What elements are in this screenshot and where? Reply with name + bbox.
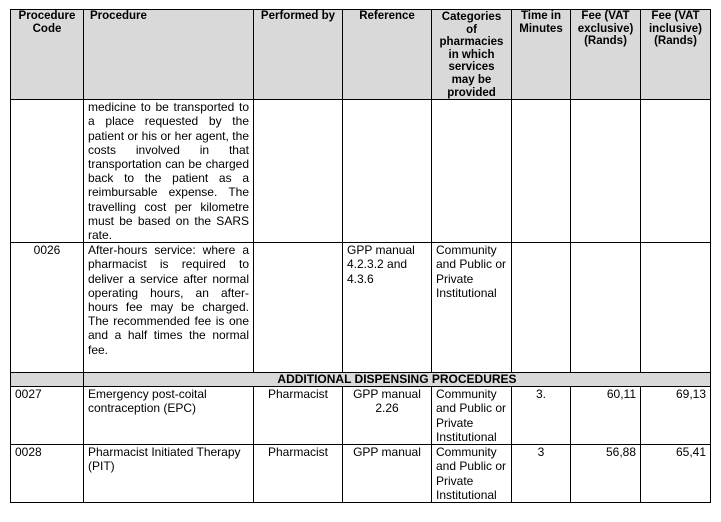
header-row (11, 10, 711, 100)
header-procedure: Procedure (84, 10, 254, 100)
header-reference: Reference (343, 10, 432, 100)
cell-reference: GPP manual (343, 445, 432, 503)
section-header-row (11, 373, 711, 387)
header-performed-by: Performed by (254, 10, 343, 100)
table-row (11, 445, 711, 503)
section-stub-cell (11, 373, 84, 387)
cell-fee-excl (571, 243, 641, 373)
cell-procedure: Emergency post-coital contraception (EPC) (84, 387, 254, 445)
cell-procedure: After-hours service: where a pharmacist is required to deliver a service after normal operating hours, an after-hours fee may be charged. The recommended fee is one and a half times the normal fee. (84, 243, 254, 373)
cell-performed-by: Pharmacist (254, 445, 343, 503)
cell-reference (343, 100, 432, 243)
cell-code: 0026 (11, 243, 84, 373)
cell-fee-incl (641, 100, 711, 243)
cell-code (11, 100, 84, 243)
cell-time (512, 100, 571, 243)
cell-reference: GPP manual 4.2.3.2 and 4.3.6 (343, 243, 432, 373)
section-title: ADDITIONAL DISPENSING PROCEDURES (84, 373, 711, 387)
cell-code: 0027 (11, 387, 84, 445)
cell-procedure: Pharmacist Initiated Therapy (PIT) (84, 445, 254, 503)
cell-fee-excl: 60,11 (571, 387, 641, 445)
cell-fee-excl (571, 100, 641, 243)
cell-time: 3. (512, 387, 571, 445)
cell-time: 3 (512, 445, 571, 503)
cell-code: 0028 (11, 445, 84, 503)
cell-procedure: medicine to be transported to a place requested by the patient or his or her agent, the costs involved in that transportation can be charged back to the patient as a reimbursable expense. The travelling cost per kilometre must be based on the SARS rate. (84, 100, 254, 243)
header-categories: Categories of pharmacies in which services may be provided (432, 10, 512, 100)
cell-performed-by (254, 243, 343, 373)
cell-categories: Community and Public or Private Institutional (432, 387, 512, 445)
header-fee-excl: Fee (VAT exclusive) (Rands) (571, 10, 641, 100)
cell-reference: GPP manual 2.26 (343, 387, 432, 445)
header-fee-incl: Fee (VAT inclusive) (Rands) (641, 10, 711, 100)
header-procedure-code: Procedure Code (11, 10, 84, 100)
cell-performed-by (254, 100, 343, 243)
cell-fee-incl: 65,41 (641, 445, 711, 503)
fee-table (10, 9, 711, 503)
cell-categories: Community and Public or Private Institutional (432, 243, 512, 373)
cell-categories: Community and Public or Private Institutional (432, 445, 512, 503)
cell-performed-by: Pharmacist (254, 387, 343, 445)
cell-fee-incl (641, 243, 711, 373)
cell-fee-incl: 69,13 (641, 387, 711, 445)
table-row (11, 243, 711, 373)
cell-fee-excl: 56,88 (571, 445, 641, 503)
table-row (11, 387, 711, 445)
cell-time (512, 243, 571, 373)
header-time: Time in Minutes (512, 10, 571, 100)
table-row (11, 100, 711, 243)
cell-categories (432, 100, 512, 243)
